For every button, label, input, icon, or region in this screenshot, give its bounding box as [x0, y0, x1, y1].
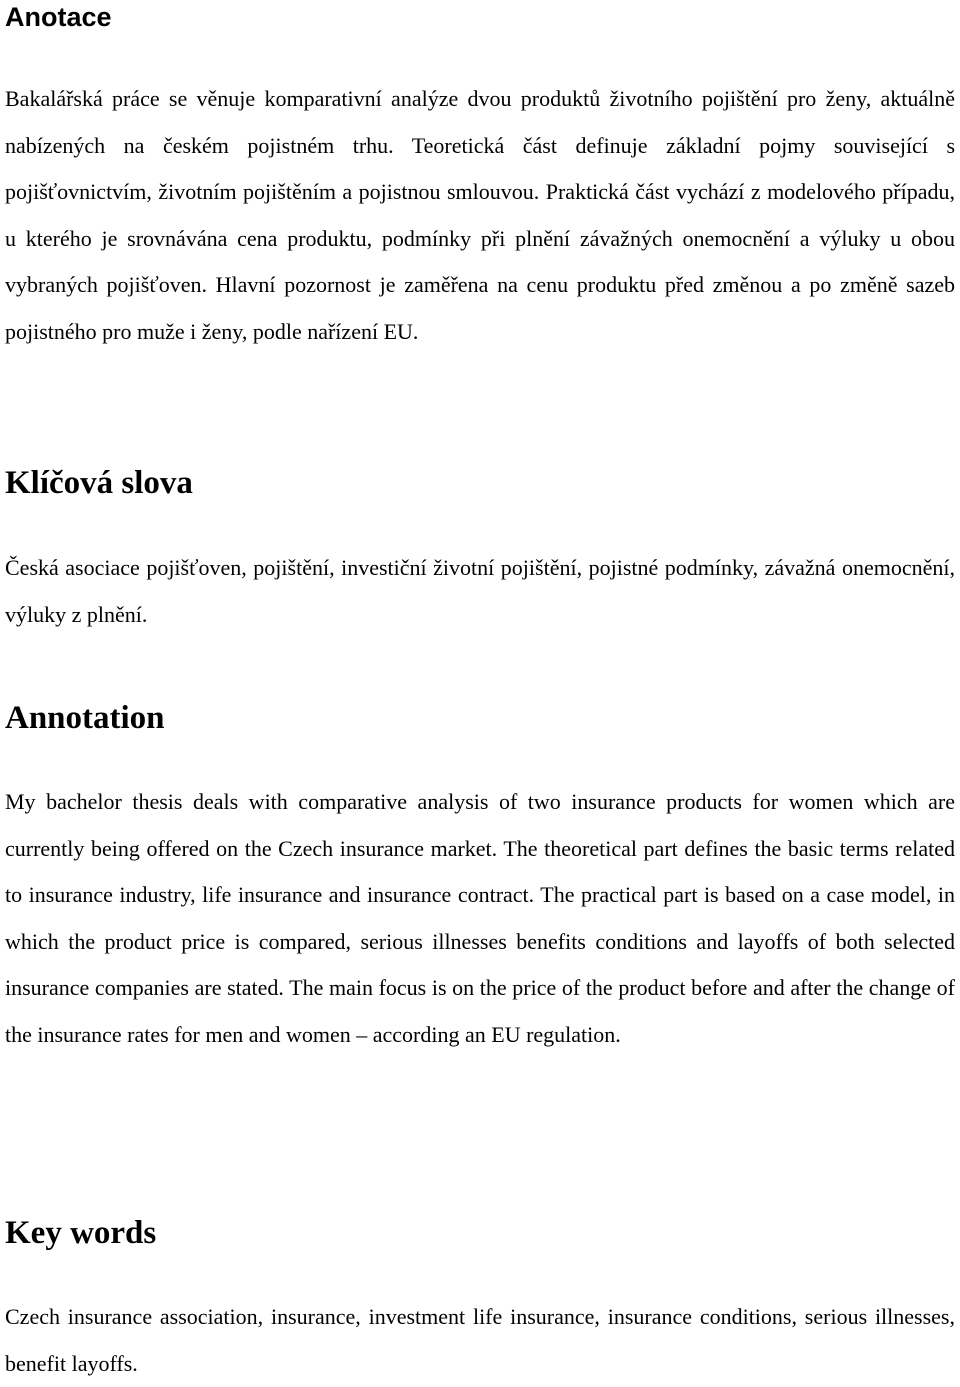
document-page	[5, 0, 955, 1378]
heading-klicova-slova: Klíčová slova	[5, 465, 193, 501]
heading-anotace: Anotace	[5, 2, 112, 32]
paragraph-annotation: My bachelor thesis deals with comparative analysis of two insurance products for women which are currently being offered on the Czech insurance market. The theoretical part defines the basic terms related to insurance industry, life insurance and insurance contract. The practical part is based on a case model, in which the product price is compared, serious illnesses benefits conditions and layoffs of both selected insurance companies are stated. The main focus is on the price of the product before and after the change of the insurance rates for men and women – according an EU regulation.	[5, 789, 955, 1047]
heading-key-words: Key words	[5, 1215, 157, 1251]
heading-annotation: Annotation	[5, 700, 165, 736]
paragraph-key-words: Czech insurance association, insurance, investment life insurance, insurance conditions, serious illnesses, benefit layoffs.	[5, 1304, 955, 1376]
paragraph-anotace: Bakalářská práce se věnuje komparativní analýze dvou produktů životního pojištění pro ženy, aktuálně nabízených na českém pojistném trhu. Teoretická část definuje základní pojmy související s pojišťovnictvím, životním pojištěním a pojistnou smlouvou. Praktická část vychází z modelového případu, u kterého je srovnávána cena produktu, podmínky při plnění závažných onemocnění a výluky u obou vybraných pojišťoven. Hlavní pozornost je zaměřena na cenu produktu před změnou a po změně sazeb pojistného pro muže i ženy, podle nařízení EU.	[5, 86, 955, 344]
paragraph-klicova-slova: Česká asociace pojišťoven, pojištění, investiční životní pojištění, pojistné podmínky, závažná onemocnění, výluky z plnění.	[5, 555, 955, 627]
